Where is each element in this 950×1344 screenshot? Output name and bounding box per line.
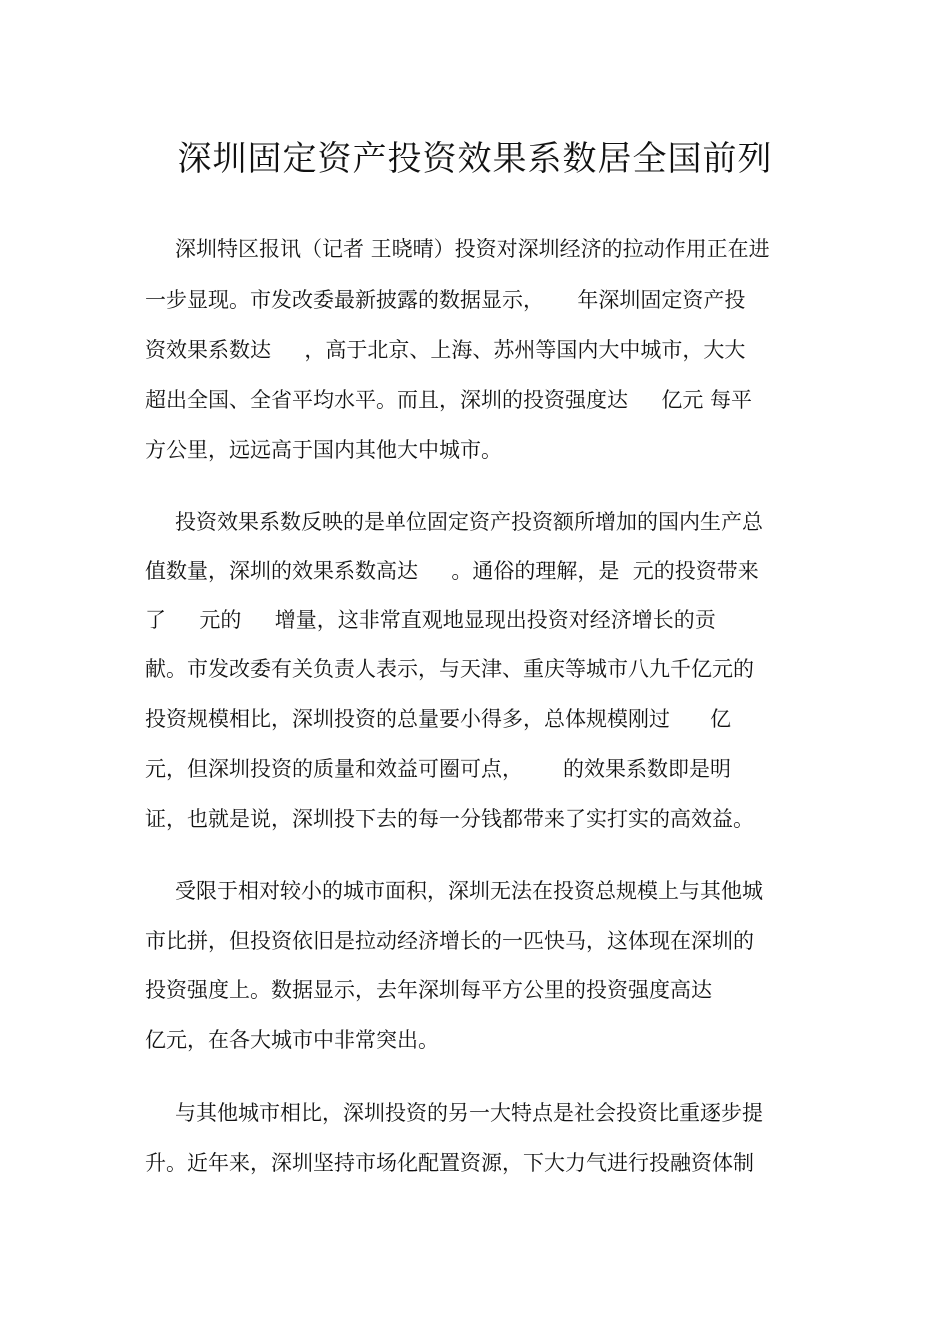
text-line: 受限于相对较小的城市面积，深圳无法在投资总规模上与其他城 [175, 879, 763, 903]
text-line: 投资规模相比，深圳投资的总量要小得多，总体规模刚过 亿 [145, 707, 732, 731]
text-line: 元，但深圳投资的质量和效益可圈可点， 的效果系数即是明 [145, 757, 732, 781]
text-line: 了 元的 增量，这非常直观地显现出投资对经济增长的贡 [145, 608, 716, 632]
text-line: 超出全国、全省平均水平。而且，深圳的投资强度达 亿元 每平 [145, 388, 753, 412]
text-line: 投资强度上。数据显示，去年深圳每平方公里的投资强度高达 [145, 978, 712, 1002]
text-line: 升。近年来，深圳坚持市场化配置资源，下大力气进行投融资体制 [145, 1151, 754, 1175]
text-line: 深圳特区报讯（记者 王晓晴）投资对深圳经济的拉动作用正在进 [175, 237, 770, 261]
text-line: 一步显现。市发改委最新披露的数据显示， 年深圳固定资产投 [145, 288, 746, 312]
text-line: 投资效果系数反映的是单位固定资产投资额所增加的国内生产总 [175, 510, 763, 534]
document-title: 深圳固定资产投资效果系数居全国前列 [177, 139, 773, 179]
text-line: 献。市发改委有关负责人表示，与天津、重庆等城市八九千亿元的 [145, 657, 754, 681]
text-line: 值数量，深圳的效果系数高达 。通俗的理解，是 元的投资带来 [145, 559, 759, 583]
text-line: 市比拼，但投资依旧是拉动经济增长的一匹快马，这体现在深圳的 [145, 929, 754, 953]
text-line: 资效果系数达 ，高于北京、上海、苏州等国内大中城市，大大 [145, 338, 746, 362]
text-line: 方公里，远远高于国内其他大中城市。 [145, 438, 502, 462]
text-line: 亿元，在各大城市中非常突出。 [145, 1028, 439, 1052]
text-line: 与其他城市相比，深圳投资的另一大特点是社会投资比重逐步提 [175, 1101, 763, 1125]
text-line: 证，也就是说，深圳投下去的每一分钱都带来了实打实的高效益。 [145, 807, 754, 831]
